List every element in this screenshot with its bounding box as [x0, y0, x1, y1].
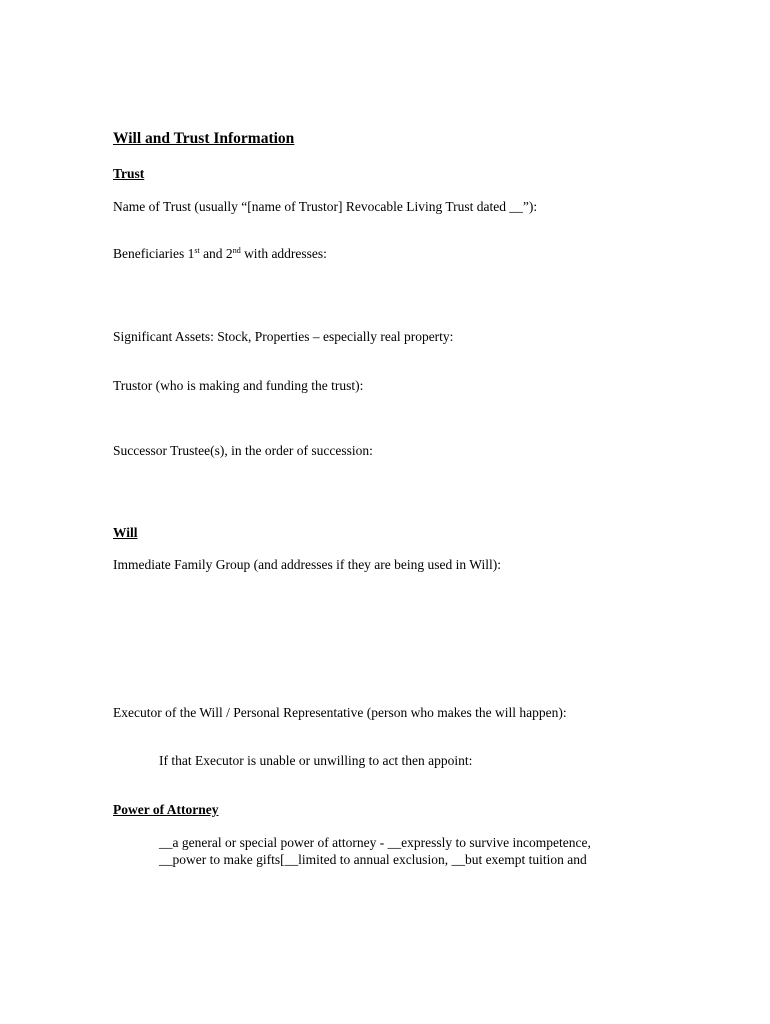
- alternate-executor-label: If that Executor is unable or unwilling to act then appoint:: [159, 753, 473, 768]
- beneficiaries-text-mid: and 2: [199, 246, 233, 261]
- beneficiaries-text-post: with addresses:: [240, 246, 327, 261]
- power-of-attorney-line-2: __power to make gifts[__limited to annual exclusion, __but exempt tuition and: [159, 852, 587, 867]
- successor-trustees-label: Successor Trustee(s), in the order of succession:: [113, 443, 373, 458]
- beneficiaries-label: [113, 246, 327, 262]
- power-of-attorney-heading: Power of Attorney: [113, 802, 219, 817]
- name-of-trust-label: Name of Trust (usually “[name of Trustor] Revocable Living Trust dated __”):: [113, 199, 538, 214]
- beneficiaries-text-pre: Beneficiaries 1: [113, 246, 195, 261]
- will-heading: Will: [113, 525, 138, 540]
- significant-assets-label: Significant Assets: Stock, Properties – especially real property:: [113, 329, 454, 344]
- executor-label: Executor of the Will / Personal Representative (person who makes the will happen):: [113, 705, 567, 720]
- document-title: Will and Trust Information: [113, 130, 295, 147]
- beneficiaries-sup-second: nd: [232, 246, 241, 255]
- immediate-family-label: Immediate Family Group (and addresses if they are being used in Will):: [113, 557, 501, 572]
- trust-heading: Trust: [113, 166, 145, 181]
- beneficiaries-sup-first: st: [194, 246, 200, 255]
- trustor-label: Trustor (who is making and funding the trust):: [113, 378, 364, 393]
- power-of-attorney-line-1: __a general or special power of attorney - __expressly to survive incompetence,: [159, 835, 591, 850]
